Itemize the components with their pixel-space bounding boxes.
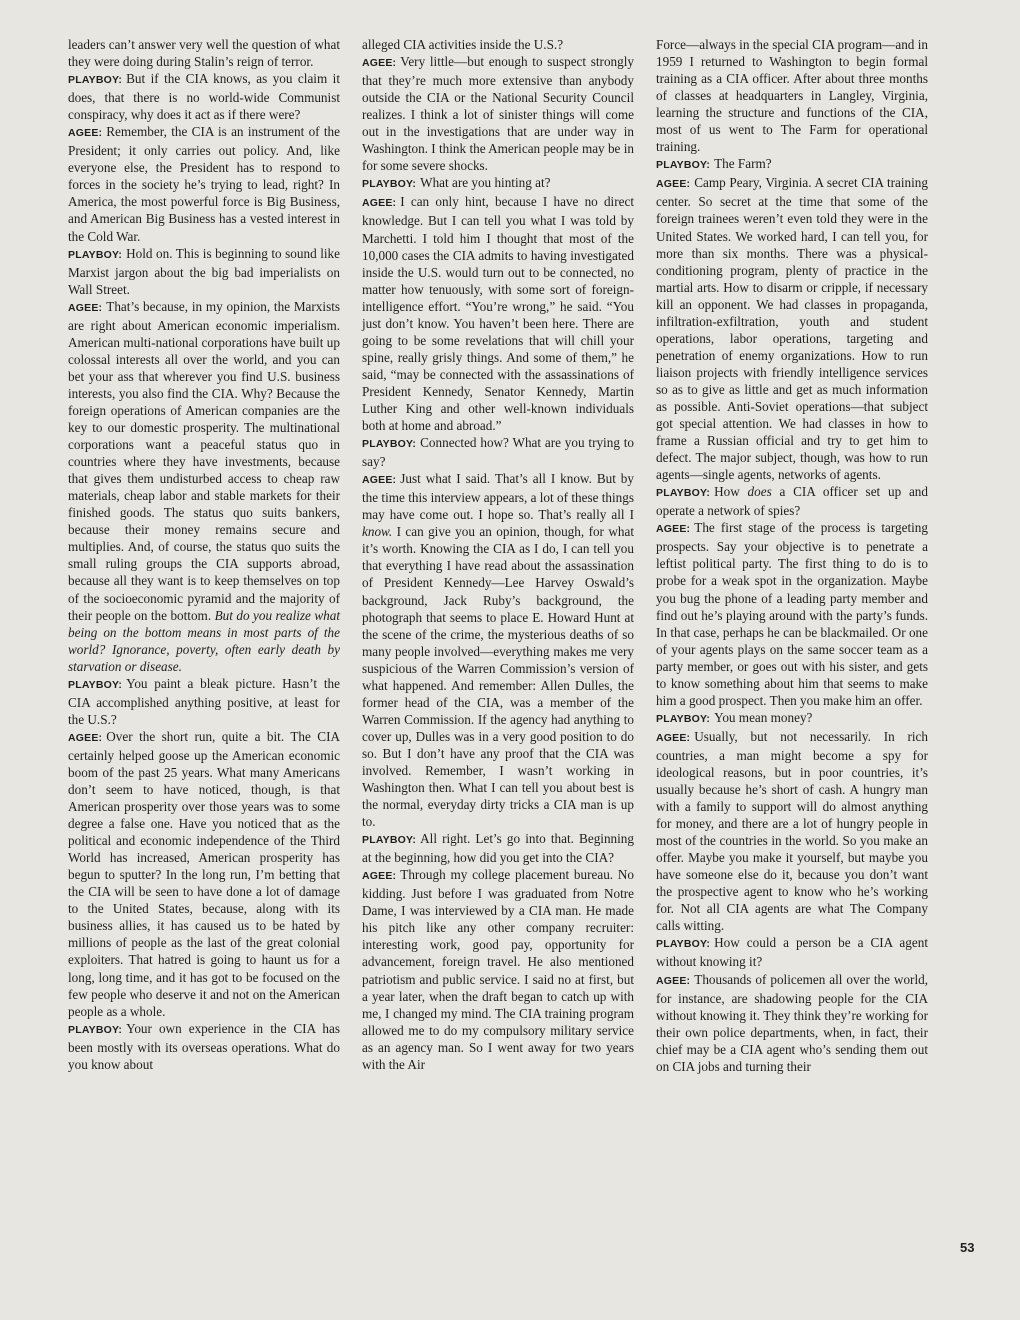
body-text: Force—always in the special CIA program—and in 1959 I returned to Washington to begin formal training as a CIA officer. After about three months of classes at headquarters in Langley, Virginia, learning the structure and functions of the CIA, most of us went to The Farm for operational training. — [656, 37, 928, 155]
body-text: You mean money? — [714, 709, 813, 725]
speaker-label: AGEE: — [362, 870, 397, 883]
body-text: Very little—but enough to suspect strongly that they’re much more extensive than anybody outside the CIA or the National Security Council realizes. I think a lot of sinister things will come out in the investigations that are under way in Washington. I think the American people may be in for some severe shocks. — [362, 54, 634, 174]
body-text: Camp Peary, Virginia. A secret CIA training center. So secret at the time that some of the foreign trainees weren’t even told they were in the United States. We worked hard, I can tell you, for more than six months. There was a physical-conditioning program, plenty of practice in the martial arts. How to disarm or cripple, if necessary kill an opponent. We had classes in propaganda, infiltration-exfiltration, youth and student operations, labor operations, targeting and penetration of enemy organizations. How to run liaison projects with friendly intelligence services so as to give as little and get as much information as possible. Anti-Soviet operations—that subject got special attention. We had classes in how to frame a Russian official and try to get him to defect. The major subject, though, was how to run agents—single agents, networks of agents. — [656, 175, 928, 483]
speaker-label: AGEE: — [362, 197, 397, 210]
emphasis-text: does — [747, 484, 772, 500]
body-text: Just what I said. That’s all I know. But by the time this interview appears, a lot of these things may have come out. I hope so. That’s really all I — [362, 471, 634, 523]
speaker-label: PLAYBOY: — [656, 938, 711, 951]
text-column-2 — [362, 36, 634, 1073]
speaker-label: AGEE: — [656, 178, 691, 191]
interview-paragraph — [656, 174, 928, 483]
interview-paragraph — [656, 483, 928, 519]
body-text: Your own experience in the CIA has been mostly with its overseas operations. What do you know about — [68, 1020, 340, 1072]
speaker-label: PLAYBOY: — [68, 248, 123, 261]
interview-paragraph — [68, 245, 340, 298]
interview-paragraph — [362, 866, 634, 1073]
body-text: alleged CIA activities inside the U.S.? — [362, 37, 564, 52]
speaker-label: AGEE: — [656, 731, 691, 744]
body-text: All right. Let’s go into that. Beginning at the beginning, how did you get into the CIA? — [362, 831, 634, 866]
interview-paragraph — [362, 36, 634, 53]
speaker-label: AGEE: — [362, 57, 397, 70]
interview-paragraph — [362, 434, 634, 470]
speaker-label: AGEE: — [68, 301, 103, 314]
interview-paragraph — [362, 193, 634, 434]
interview-paragraph — [68, 1020, 340, 1073]
page-number: 53 — [960, 1240, 975, 1255]
speaker-label: PLAYBOY: — [362, 438, 417, 451]
body-text: The Farm? — [714, 156, 772, 172]
body-text: You paint a bleak picture. Hasn’t the CIA accomplished anything positive, at least for the U.S.? — [68, 675, 340, 727]
speaker-label: PLAYBOY: — [68, 678, 123, 691]
speaker-label: PLAYBOY: — [362, 834, 417, 847]
interview-paragraph — [656, 36, 928, 155]
body-text: But if the CIA knows, as you claim it does, that there is no world-wide Communist conspiracy, why does it act as if there were? — [68, 71, 340, 123]
interview-paragraph — [362, 470, 634, 830]
body-text: That’s because, in my opinion, the Marxists are right about American economic imperialism. American multi-national corporations have built up colossal interests all over the world, and you can bet your ass that wherever you find U.S. business interests, you also find the CIA. Why? Because the foreign operations of American companies are the key to our domestic prosperity. The multinational corporations want a peaceful status quo in countries where they have investments, because that gives them undisturbed access to cheap raw materials, cheap labor and stable markets for their finished goods. The status quo suits bankers, because their money remains secure and multiplies. And, of course, the status quo suits the small ruling groups the CIA supports abroad, because all they want is to keep themselves on top of the socioeconomic pyramid and the majority of their people on the bottom. — [68, 298, 340, 623]
body-text: leaders can’t answer very well the question of what they were doing during Stalin’s reign of terror. — [68, 37, 340, 70]
body-text: How — [714, 484, 748, 500]
speaker-label: PLAYBOY: — [656, 712, 711, 725]
body-text: I can only hint, because I have no direct knowledge. But I can tell you what I was told by Marchetti. I told him I thought that most of the 10,000 cases the CIA admits to having investigated inside the U.S. would turn out to be connected, no matter how tenuously, with some sort of foreign-intelligence effort. “You’re wrong,” he said. “You just don’t know. You haven’t been here. There are going to be some revelations that will chill your spine, really grisly things. And some of them,” he said, “may be connected with the assassinations of President Kennedy, Senator Kennedy, Martin Luther King and other well-known individuals both at home and abroad.” — [362, 194, 634, 434]
body-text: Thousands of policemen all over the world, for instance, are shadowing people for the CIA without knowing it. They think they’re working for their own police departments, when, in fact, their chief may be a CIA agent who’s sending them out on CIA jobs and turning their — [656, 971, 928, 1074]
interview-paragraph — [362, 174, 634, 193]
body-text: Usually, but not necessarily. In rich countries, a man might become a spy for ideological reasons, but in poor countries, it’s usually because he’s short of cash. A hungry man with a family to support will do almost anything for money, and there are a lot of hungry people in most of the countries in the world. So you make an offer. Maybe you make it yourself, but maybe you have someone else do it, because you don’t want the prospective agent to know who he’s working for. Not all CIA agents are what The Company calls witting. — [656, 728, 928, 934]
interview-paragraph — [656, 709, 928, 728]
interview-paragraph — [68, 298, 340, 675]
speaker-label: PLAYBOY: — [68, 74, 123, 87]
interview-paragraph — [362, 53, 634, 174]
interview-paragraph — [656, 155, 928, 174]
interview-paragraph — [68, 675, 340, 728]
body-text: I can give you an opinion, though, for what it’s worth. Knowing the CIA as I do, I can tell you that everything I have read about the assassination of President Kennedy—Lee Harvey Oswald’s background, Jack Ruby’s background, the photograph that seems to place E. Howard Hunt at the scene of the crime, the mysterious deaths of so many people involved—everything makes me very suspicious of the Warren Commission’s version of what happened. And remember: Allen Dulles, the former head of the CIA, was a member of the Warren Commission. If the agency had anything to cover up, Dulles was in a very good position to do so. But I don’t have any proof that the CIA was involved. Remember, I wasn’t working in Washington then. What I can tell you about best is the normal, everyday dirty tricks a CIA man is up to. — [362, 524, 634, 830]
interview-paragraph — [68, 70, 340, 123]
speaker-label: PLAYBOY: — [656, 159, 711, 172]
speaker-label: AGEE: — [68, 127, 103, 140]
interview-paragraph — [68, 123, 340, 244]
speaker-label: AGEE: — [362, 474, 397, 487]
body-text: How could a person be a CIA agent without knowing it? — [656, 935, 928, 970]
interview-paragraph — [656, 519, 928, 709]
speaker-label: AGEE: — [656, 523, 691, 536]
interview-paragraph — [362, 830, 634, 866]
emphasis-text: know. — [362, 524, 393, 540]
interview-paragraph — [656, 728, 928, 935]
text-column-1 — [68, 36, 340, 1073]
interview-paragraph — [68, 36, 340, 70]
body-text: The first stage of the process is targeting prospects. Say your objective is to penetrate a leftist political party. The first thing to do is to probe for a weak spot in the organization. Maybe you bug the phone of a leading party member and find out he’s playing around with the party’s funds. In that case, perhaps he can be blackmailed. Or one of your agents plays on the same soccer team as a party member, or goes out with his sister, and gets to know something about him that seems to make him a good prospect. Then you make him an offer. — [656, 520, 928, 708]
speaker-label: PLAYBOY: — [68, 1023, 123, 1036]
body-text: Hold on. This is beginning to sound like Marxist jargon about the big bad imperialists on Wall Street. — [68, 245, 340, 297]
body-text: Connected how? What are you trying to say? — [362, 435, 634, 470]
interview-paragraph — [656, 934, 928, 970]
speaker-label: AGEE: — [68, 731, 103, 744]
body-text: Over the short run, quite a bit. The CIA certainly helped goose up the American economic boom of the past 25 years. What many Americans don’t seem to have noticed, though, is that American prosperity over those years was to some degree a false one. Have you noticed that as the political and economic independence of the Third World has increased, American prosperity has begun to sputter? In the long run, I’m betting that the CIA will be seen to have done a lot of damage to the United States, because, along with its business allies, it has caused us to be hated by millions of people as the last of the great colonial exploiters. That hatred is going to haunt us for a long, long time, and it has got to be focused on the few people who deserve it and not on the American people as a whole. — [68, 728, 340, 1019]
speaker-label: AGEE: — [656, 974, 691, 987]
speaker-label: PLAYBOY: — [656, 487, 711, 500]
body-text: What are you hinting at? — [420, 175, 551, 191]
body-text: Through my college placement bureau. No kidding. Just before I was graduated from Notre Dame, I was interviewed by a CIA man. He made his pitch like any other company recruiter: interesting work, good pay, opportunity for advancement, foreign travel. He also mentioned patriotism and public service. I said no at first, but a year later, when the draft began to catch up with me, I changed my mind. The CIA training program allowed me to do my compulsory military service as an agency man. So I went away for two years with the Air — [362, 867, 634, 1072]
speaker-label: PLAYBOY: — [362, 178, 417, 191]
interview-paragraph — [68, 728, 340, 1020]
emphasis-text: But do you realize what being on the bottom means in most parts of the world? Ignorance, poverty, often early death by starvation or disease. — [68, 607, 341, 674]
body-text: Remember, the CIA is an instrument of the President; it only carries out policy. And, like everyone else, the President has to respond to forces in the society he’s trying to lead, right? In America, the most powerful force is Big Business, and American Big Business has a vested interest in the Cold War. — [68, 124, 340, 244]
interview-paragraph — [656, 971, 928, 1075]
body-text: a CIA officer set up and operate a network of spies? — [656, 484, 928, 519]
text-column-3 — [656, 36, 928, 1075]
